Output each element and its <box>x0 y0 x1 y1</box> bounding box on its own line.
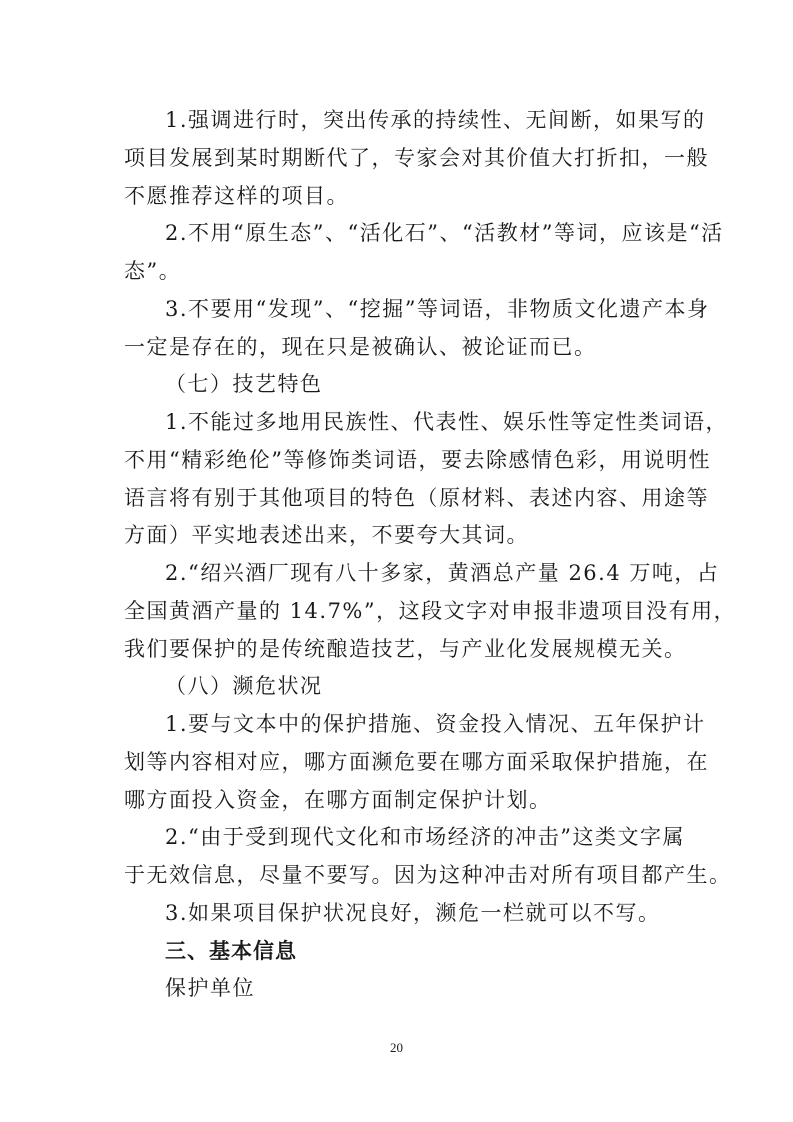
text-line: 方面）平实地表述出来，不要夸大其词。 <box>124 523 529 547</box>
text-line: 2.“由于受到现代文化和市场经济的冲击”这类文字属 <box>165 825 686 849</box>
text-line: 态”。 <box>124 259 182 283</box>
text-line: 2.不用“原生态”、“活化石”、“活教材”等词，应该是“活 <box>165 221 724 245</box>
text-line: 3.不要用“发现”、“挖掘”等词语，非物质文化遗产本身 <box>165 297 710 321</box>
field-label: 保护单位 <box>165 976 255 1000</box>
section-heading-text: 三、基本信息 <box>165 938 297 963</box>
text-line: 1.不能过多地用民族性、代表性、娱乐性等定性类词语， <box>165 410 729 434</box>
text-line: 划等内容相对应，哪方面濒危要在哪方面采取保护措施，在 <box>124 750 709 774</box>
text-line: 一定是存在的，现在只是被确认、被论证而已。 <box>124 335 597 359</box>
text-line: 哪方面投入资金，在哪方面制定保护计划。 <box>124 788 552 812</box>
text-line: 于无效信息，尽量不要写。因为这种冲击对所有项目都产生。 <box>124 863 732 887</box>
text-line: 语言将有别于其他项目的特色（原材料、表述内容、用途等 <box>124 486 709 510</box>
subheading-text: （七）技艺特色 <box>165 372 323 396</box>
text-line: 我们要保护的是传统酿造技艺，与产业化发展规模无关。 <box>124 637 687 661</box>
text-line: 全国黄酒产量的 14.7%”，这段文字对申报非遗项目没有用， <box>124 599 737 623</box>
subheading-text: （八）濒危状况 <box>165 674 323 698</box>
text-line: 3.如果项目保护状况良好，濒危一栏就可以不写。 <box>165 901 661 925</box>
text-line: 不愿推荐这样的项目。 <box>124 184 349 208</box>
text-line: 2.“绍兴酒厂现有八十多家，黄酒总产量 26.4 万吨，占 <box>165 561 720 585</box>
text-line: 项目发展到某时期断代了，专家会对其价值大打折扣，一般 <box>124 146 709 170</box>
page-number: 20 <box>390 1040 403 1055</box>
text-line: 1.强调进行时，突出传承的持续性、无间断，如果写的 <box>165 108 706 132</box>
text-line: 1.要与文本中的保护措施、资金投入情况、五年保护计 <box>165 712 706 736</box>
text-line: 不用“精彩绝伦”等修饰类词语，要去除感情色彩，用说明性 <box>124 448 711 472</box>
